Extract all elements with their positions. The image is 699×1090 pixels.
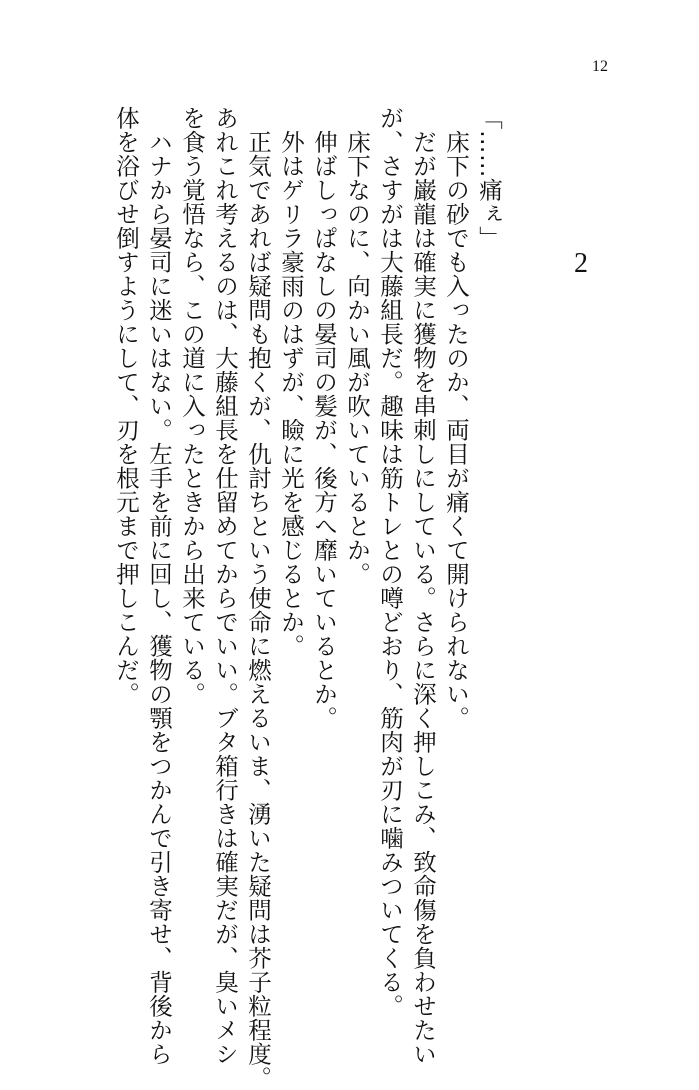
text-line: 床下の砂でも入ったのか、両目が痛くて開けられない。 (442, 106, 470, 730)
chapter-number: 2 (574, 248, 588, 279)
text-line: 体を浴びせ倒すようにして、刃を根元まで押しこんだ。 (112, 106, 140, 706)
text-line: が、さすがは大藤組長だ。趣味は筋トレとの噂どおり、筋肉が刃に噛みついてくる。 (376, 106, 404, 1018)
text-line: ハナから晏司に迷いはない。左手を前に回し、獲物の顎をつかんで引き寄せ、背後から (145, 106, 173, 1066)
text-line: 伸ばしっぱなしの晏司の髪が、後方へ靡いているとか。 (310, 106, 338, 730)
text-line: 外はゲリラ豪雨のはずが、瞼に光を感じるとか。 (277, 106, 305, 658)
text-line: あれこれ考えるのは、大藤組長を仕留めてからでいい。ブタ箱行きは確実だが、臭いメシ (211, 106, 239, 1066)
text-line: 「……痛ぇ」 (475, 106, 503, 250)
page-number: 12 (592, 58, 608, 75)
text-line: だが巌龍は確実に獲物を串刺しにしている。さらに深く押しこみ、致命傷を負わせたい (409, 106, 437, 1066)
text-line: 正気であれば疑問も抱くが、仇討ちという使命に燃えるいま、湧いた疑問は芥子粒程度。 (244, 106, 272, 1090)
text-line: を食う覚悟なら、この道に入ったときから出来ている。 (178, 106, 206, 706)
text-line: 床下なのに、向かい風が吹いているとか。 (343, 106, 371, 586)
vertical-text-block (109, 106, 505, 1090)
